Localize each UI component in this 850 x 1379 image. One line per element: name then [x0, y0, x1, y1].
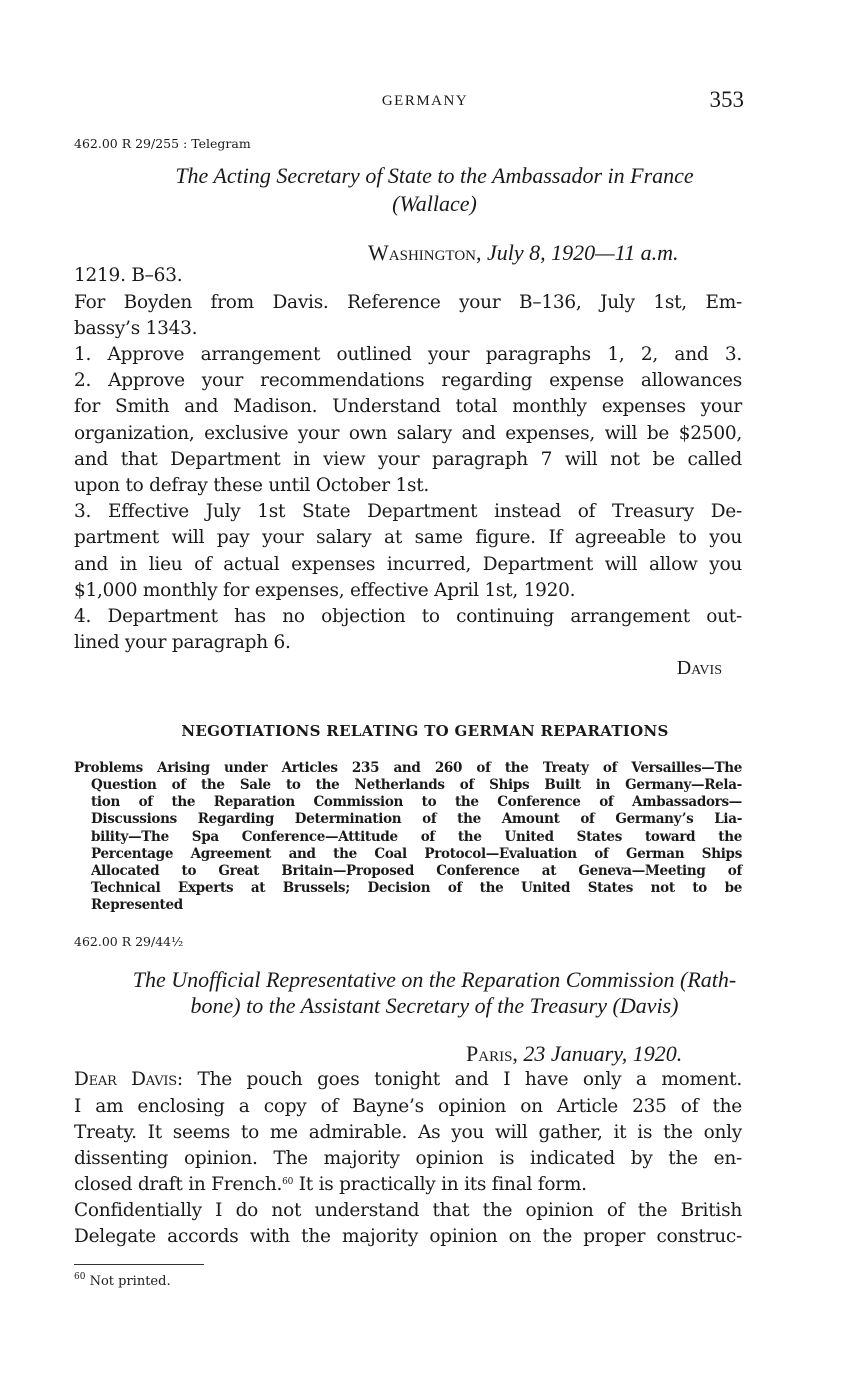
- section-heading: NEGOTIATIONS RELATING TO GERMAN REPARATIONS: [181, 722, 669, 740]
- body-line: partment will pay your salary at same figure. If agreeable to you: [74, 527, 742, 548]
- subject-line: Question of the Sale to the Netherlands of Ships Built in Germany—Rela-: [91, 777, 742, 793]
- footnote-reference: 60: [282, 1177, 294, 1187]
- subject-line: Allocated to Great Britain—Proposed Conference at Geneva—Meeting of: [91, 863, 742, 879]
- body-line: For Boyden from Davis. Reference your B–136, July 1st, Em-: [74, 292, 742, 313]
- body-text: It is practically in its final form.: [293, 1174, 587, 1195]
- body-line: 4. Department has no objection to continuing arrangement out-: [74, 606, 742, 627]
- signature: Davis: [676, 657, 722, 679]
- dateline-place: Washington,: [368, 240, 482, 265]
- body-line: Delegate accords with the majority opinion on the proper construc-: [74, 1226, 742, 1247]
- dateline-place: Paris,: [466, 1041, 518, 1066]
- subject-line: Percentage Agreement and the Coal Protocol—Evaluation of German Ships: [91, 846, 742, 862]
- file-reference: 462.00 R 29/44½: [74, 934, 184, 949]
- body-text: closed draft in French.: [74, 1174, 283, 1195]
- body-line: dissenting opinion. The majority opinion is indicated by the en-: [74, 1148, 742, 1169]
- document-title-continued: bone) to the Assistant Secretary of the Treasury (Davis): [190, 993, 679, 1018]
- footnote-marker: 60: [74, 1272, 86, 1282]
- footnote: [74, 1274, 171, 1289]
- body-line: [74, 1172, 742, 1198]
- subject-line: Discussions Regarding Determination of the Amount of Germany’s Lia-: [91, 811, 742, 827]
- body-line: lined your paragraph 6.: [74, 632, 291, 653]
- body-line: 1219. B–63.: [74, 265, 183, 286]
- body-line: Confidentially I do not understand that the opinion of the British: [74, 1200, 742, 1221]
- page-number: 353: [709, 87, 744, 112]
- file-reference: 462.00 R 29/255 : Telegram: [74, 136, 251, 151]
- dateline-date: July 8, 1920—11 a.m.: [487, 240, 679, 265]
- document-title: The Unofficial Representative on the Reparation Commission (Rath-: [132, 967, 737, 992]
- body-line: 3. Effective July 1st State Department instead of Treasury De-: [74, 501, 742, 522]
- dateline: [466, 1041, 682, 1067]
- dateline-date: 23 January, 1920.: [523, 1041, 683, 1066]
- body-line: I am enclosing a copy of Bayne’s opinion on Article 235 of the: [74, 1096, 742, 1117]
- body-line: organization, exclusive your own salary and expenses, will be $2500,: [74, 423, 742, 444]
- body-line: and that Department in view your paragraph 7 will not be called: [74, 449, 742, 470]
- body-line: Treaty. It seems to me admirable. As you will gather, it is the only: [74, 1122, 742, 1143]
- body-line: for Smith and Madison. Understand total monthly expenses your: [74, 396, 742, 417]
- body-line: 1. Approve arrangement outlined your paragraphs 1, 2, and 3.: [74, 344, 742, 365]
- footnote-text: Not printed.: [85, 1274, 171, 1289]
- document-title-continued: (Wallace): [392, 191, 477, 216]
- subject-line: Technical Experts at Brussels; Decision of the United States not to be: [91, 880, 742, 896]
- body-line: [74, 1067, 742, 1093]
- body-text: The pouch goes tonight and I have only a moment.: [182, 1069, 742, 1090]
- document-title: The Acting Secretary of State to the Ambassador in France: [175, 163, 694, 188]
- subject-line: bility—The Spa Conference—Attitude of the United States toward the: [91, 829, 742, 845]
- body-line: bassy’s 1343.: [74, 318, 198, 339]
- body-line: 2. Approve your recommendations regarding expense allowances: [74, 370, 742, 391]
- body-line: $1,000 monthly for expenses, effective April 1st, 1920.: [74, 580, 576, 601]
- subject-line: tion of the Reparation Commission to the Conference of Ambassadors—: [91, 794, 742, 810]
- footnote-rule: [74, 1264, 204, 1265]
- subject-line: Problems Arising under Articles 235 and 260 of the Treaty of Versailles—The: [74, 760, 742, 776]
- body-line: and in lieu of actual expenses incurred, Department will allow you: [74, 554, 742, 575]
- subject-line: Represented: [91, 897, 183, 913]
- running-header: GERMANY: [381, 93, 469, 109]
- body-line: upon to defray these until October 1st.: [74, 475, 430, 496]
- salutation: Dear Davis:: [74, 1069, 183, 1090]
